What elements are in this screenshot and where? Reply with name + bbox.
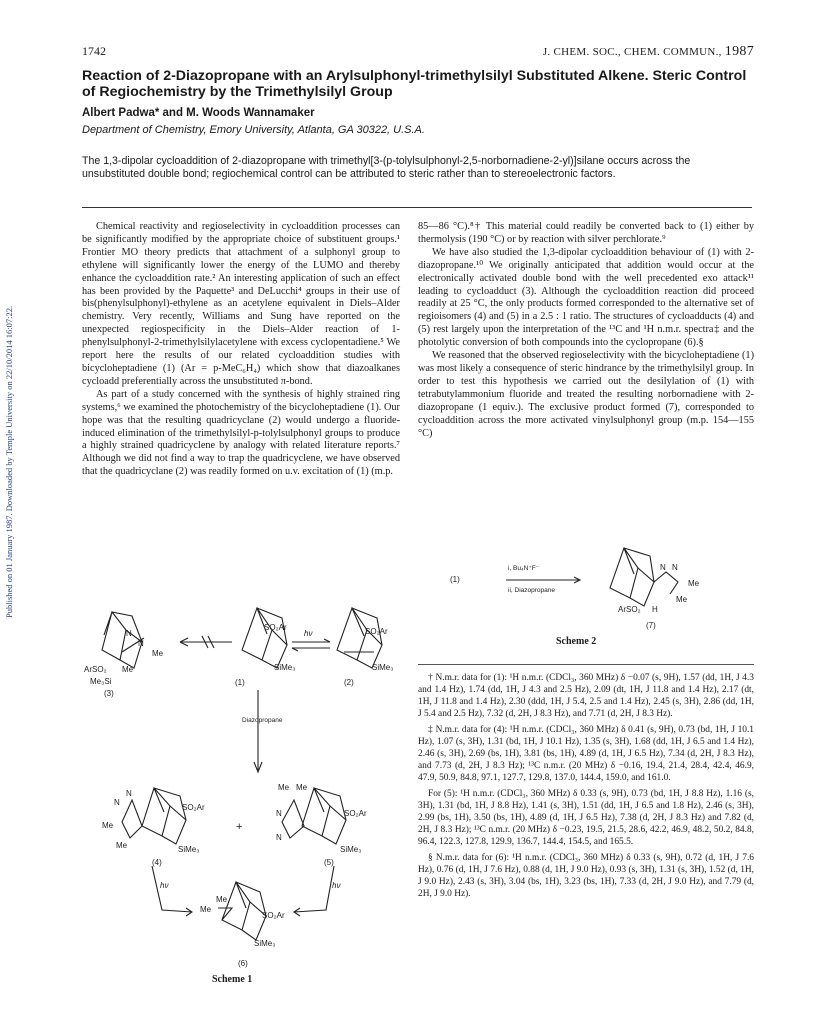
footnotes	[418, 672, 754, 904]
sime3-label: SiMe₃	[274, 663, 296, 672]
paragraph: We reasoned that the observed regioselectivity with the bicycloheptadiene (1) was most likely a consequence of steric hindrance by the trimethylsilyl group. In order to test this hypothesis we carried out the desilylation of (1) with tetrabutylammonium fluoride and treated the resulting norbornadiene with 2-diazopropane (1 equiv.). The exclusive product formed (7), corresponded to cycloaddition across the more activated vinylsulphonyl group (m.p. 154—155 °C)	[418, 350, 754, 439]
journal-name: J. CHEM. SOC., CHEM. COMMUN.,	[542, 46, 722, 58]
paragraph: 85—86 °C).⁸† This material could readily be converted back to (1) either by thermolysis (190 °C) or by reaction with silver perchlorate.⁹	[418, 221, 754, 245]
hv-label: hν	[160, 881, 169, 890]
affiliation: Department of Chemistry, Emory University, Atlanta, GA 30322, U.S.A.	[82, 124, 425, 136]
n-label: N	[114, 798, 120, 807]
header-divider	[82, 207, 752, 208]
page-number: 1742	[82, 44, 106, 58]
scheme-1-figure	[82, 590, 412, 990]
n-label: N	[276, 833, 282, 842]
footnote: For (5): ¹H n.m.r. (CDCl₃, 360 MHz) δ 0.33 (s, 9H), 0.73 (bd, 1H, J 8.8 Hz), 1.16 (s, 3H), 1.31 (bd, 1H, J 8.8 Hz), 1.41 (s, 3H), 1.51 (dd, 1H, J 6.5 and 1.8 Hz), 2.46 (s, 3H), 2.99 (bs, 1H), 3.50 (bs, 1H), 4.89 (d, 1H, J 6.5 Hz), 7.38 (d, 2H, J 8.3 Hz) and 7.82 (d, 2H, J 8.3 Hz); ¹³C n.m.r. (20 MHz) δ −0.23, 19.5, 21.5, 28.6, 42.2, 46.9, 48.2, 50.2, 84.8, 96.4, 122.3, 127.8, 129.9, 136.7, 144.4, 154.5, and 165.5.	[418, 789, 754, 847]
paragraph: We have also studied the 1,3-dipolar cycloaddition behaviour of (1) with 2-diazopropane.¹⁰ We originally anticipated that addition would occur at the electronically activated double bond with the well precedented exo attack¹¹ leading to cycloadduct (3). Although the cycloaddition reaction did proceed readily at 25 °C, the only products formed corresponded to the alternative set of regioisomers (4) and (5) in a 2.5 : 1 ratio. The structures of cycloadducts (4) and (5) rest largely upon the interpretation of the ¹³C and ¹H n.m.r. spectra‡ and the photolytic conversion of both compounds into the cyclopropane (6).§	[418, 246, 754, 349]
so2ar-label: SO₂Ar	[262, 911, 285, 920]
n-label: N	[126, 629, 132, 638]
scheme-2-figure	[440, 530, 750, 640]
right-column	[418, 221, 754, 440]
n-label: N	[138, 639, 144, 648]
me-label: Me	[688, 579, 700, 588]
hv-label: hν	[332, 881, 341, 890]
paper-title: Reaction of 2-Diazopropane with an Arylsulphonyl-trimethylsilyl Substituted Alkene. Steric Control of Regiochemistry by the Trimethylsilyl Group	[82, 68, 747, 100]
side-note-text: Published on 01 January 1987. Downloaded by Temple University on 22/10/2014 16:07:22.	[4, 305, 14, 618]
side-download-note	[4, 218, 18, 618]
compound-4-label: (4)	[152, 858, 162, 867]
compound-5-label: (5)	[324, 858, 334, 867]
n-label: N	[276, 809, 282, 818]
me-label: Me	[122, 665, 134, 674]
compound-2-label: (2)	[344, 678, 354, 687]
n-label: N	[672, 563, 678, 572]
sime3-label: SiMe₃	[372, 663, 394, 672]
compound-6-label: (6)	[238, 959, 248, 968]
me3si-label: Me₃Si	[90, 677, 112, 686]
abstract: The 1,3-dipolar cycloaddition of 2-diazopropane with trimethyl[3-(p-tolylsulphonyl-2,5-norbornadiene-2-yl)]silane occurs across the unsubstituted double bond; regiochemical control can be attributed to steric rather than to stereoelectronic factors.	[82, 155, 691, 180]
me-label: Me	[676, 595, 688, 604]
scheme-2-caption: Scheme 2	[556, 636, 597, 647]
footnote-divider	[418, 664, 754, 665]
footnote: † N.m.r. data for (1): ¹H n.m.r. (CDCl₃, 360 MHz) δ −0.07 (s, 9H), 1.57 (dd, 1H, J 4.3 and 1.4 Hz), 1.74 (dd, 1H, J 4.3 and 2.5 Hz), 2.09 (dt, 1H, J 11.8 and 1.4 Hz), 2.17 (dt, 1H, J 11.8 and 1.4 Hz), 2.30 (ddd, 1H, J 5.4, 2.5 and 1.4 Hz), 2.45 (s, 3H), 2.86 (dd, 1H, J 5.4 and 2.5 Hz), 7.32 (d, 2H, J 8.3 Hz), and 7.71 (d, 2H, J 8.3 Hz).	[418, 673, 754, 719]
me-label: Me	[102, 821, 114, 830]
hv-label: hν	[304, 629, 313, 638]
arso2-label: ArSO₂	[84, 665, 107, 674]
step-2-reagent: ii, Diazopropane	[508, 587, 555, 594]
left-column	[82, 221, 400, 479]
step-1-reagent: i, Bu₄N⁺F⁻	[508, 565, 540, 572]
h-label: H	[652, 605, 658, 614]
sime3-label: SiMe₃	[340, 845, 362, 854]
plus-sign: +	[236, 821, 243, 833]
n-label: N	[660, 563, 666, 572]
compound-7-label: (7)	[646, 621, 656, 630]
so2ar-label: SO₂Ar	[344, 809, 367, 818]
so2ar-label: SO₂Ar	[182, 803, 205, 812]
me-label: Me	[116, 841, 128, 850]
so2ar-label: SO₂Ar	[365, 627, 388, 636]
compound-1-label: (1)	[450, 575, 460, 584]
sime3-label: SiMe₃	[178, 845, 200, 854]
sime3-label: SiMe₃	[254, 939, 276, 948]
journal-header	[543, 44, 754, 60]
me-label: Me	[278, 783, 290, 792]
paragraph: As part of a study concerned with the synthesis of highly strained ring systems,⁶ we examined the photochemistry of the bicycloheptadiene (1). Our hope was that the resulting quadricyclane (2) would undergo a fluoride-induced elimination of the trimethylsilyl-p-tolylsulphonyl groups to produce a highly strained quadricyclene by analogy with related literature reports.⁷ Although we did not find a way to trap the quadricyclene, we have observed that the quadricyclane (2) was readily formed on u.v. excitation of (1) (m.p.	[82, 388, 400, 478]
scheme-1-caption: Scheme 1	[212, 974, 253, 985]
journal-year: 1987	[724, 44, 754, 59]
me-label: Me	[216, 895, 228, 904]
compound-1-label: (1)	[235, 678, 245, 687]
arso2-label: ArSO₂	[618, 605, 641, 614]
so2ar-label: SO₂Ar	[264, 623, 287, 632]
footnote: § N.m.r. data for (6): ¹H n.m.r. (CDCl₃, 360 MHz) δ 0.33 (s, 9H), 0.72 (d, 1H, J 7.6 Hz), 0.76 (d, 1H, J 7.6 Hz), 0.88 (d, 1H, J 9.0 Hz), 0.93 (s, 3H), 1.31 (s, 3H), 1.52 (d, 1H, J 9.0 Hz), 2.43 (s, 3H), 3.04 (bs, 1H), 3.23 (bs, 1H), 7.33 (d, 2H, J 9.0 Hz), and 7.79 (d, 2H, J 9.0 Hz).	[418, 853, 754, 899]
n-label: N	[126, 789, 132, 798]
me-label: Me	[200, 905, 212, 914]
compound-3-label: (3)	[104, 689, 114, 698]
me-label: Me	[296, 783, 308, 792]
footnote: ‡ N.m.r. data for (4): ¹H n.m.r. (CDCl₃, 360 MHz) δ 0.41 (s, 9H), 0.73 (bd, 1H, J 10.1 Hz), 1.07 (s, 3H), 1.31 (bd, 1H, J 10.1 Hz), 1.35 (s, 3H), 1.68 (dd, 1H, J 6.5 and 1.4 Hz), 2.46 (s, 3H), 2.69 (bs, 1H), 3.81 (bs, 1H), 4.89 (d, 1H, J 6.5 Hz), 7.34 (d, 2H, J 8.3 Hz), and 7.73 (d, 2H, J 8.3 Hz); ¹³C n.m.r. (20 MHz) δ −0.16, 19.4, 21.4, 28.4, 42.4, 46.9, 47.9, 50.9, 84.8, 97.1, 127.7, 129.8, 137.0, 144.4, 159.0, and 161.0.	[418, 725, 754, 783]
reagent-label: Diazopropane	[242, 717, 283, 724]
paragraph: Chemical reactivity and regioselectivity in cycloaddition processes can be significantly modified by the appropriate choice of substituent groups.¹ Frontier MO theory predicts that attachment of a sulphonyl group to ethylene will significantly lower the energy of the LUMO and thereby enhance the cycloaddition rate.² An interesting application of such an effect has been provided by the Paquette³ and DeLucchi⁴ groups in their use of bis(phenylsulphonyl)-ethylene as an acetylene equivalent in Diels–Alder chemistry. Very recently, Williams and Sung have reported on the unexpected regiospecificity in the Diels–Alder reaction of 1-phenylsulphonyl-2-trimethylsilylacetylene with excess cyclopentadiene.⁵ We report here the results of our related cycloaddition studies with bicycloheptadiene (1) (Ar = p-MeC₆H₄) which show that diazoalkanes cycloadd preferentially across the unsubstituted π-bond.	[82, 221, 400, 387]
authors: Albert Padwa* and M. Woods Wannamaker	[82, 107, 315, 119]
me-label: Me	[152, 649, 164, 658]
